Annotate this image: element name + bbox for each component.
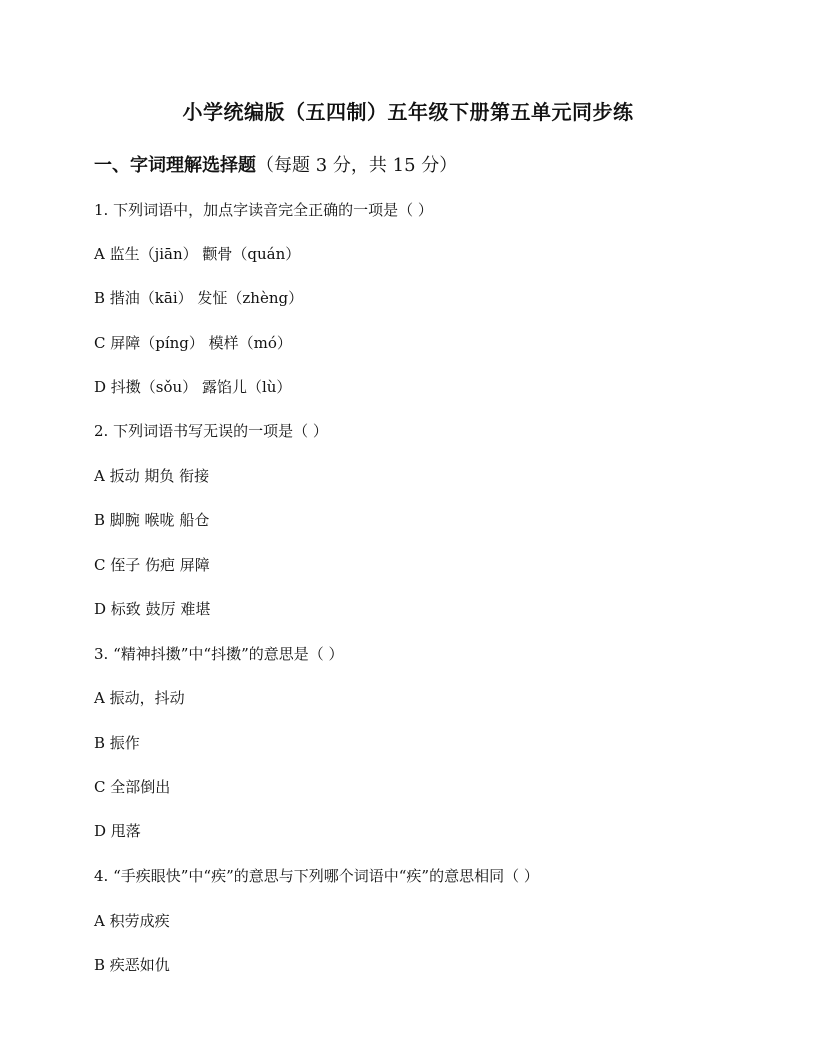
section-scoring-note: （每题 3 分，共 15 分） (256, 155, 458, 176)
question-2-option-b: B 脚腕 喉咙 船仓 (94, 511, 210, 529)
question-3-option-c: C 全部倒出 (94, 778, 171, 796)
document-title: 小学统编版（五四制）五年级下册第五单元同步练 (182, 100, 634, 124)
question-2-stem: 2. 下列词语书写无误的一项是（ ） (94, 422, 328, 440)
question-2-option-d: D 标致 鼓厉 难堪 (94, 600, 211, 618)
question-3-option-a: A 振动，抖动 (94, 689, 185, 707)
question-4-option-a: A 积劳成疾 (94, 912, 170, 930)
question-2-option-c: C 侄子 伤疤 屏障 (94, 556, 210, 574)
question-1-option-c: C 屏障（píng） 模样（mó） (94, 334, 292, 352)
question-1-option-a: A 监生（jiān） 颧骨（quán） (94, 245, 301, 263)
question-1-option-d: D 抖擞（sǒu） 露馅儿（lù） (94, 378, 292, 396)
section-heading (94, 151, 457, 177)
question-4-stem: 4. “手疾眼快”中“疾”的意思与下列哪个词语中“疾”的意思相同（ ） (94, 867, 539, 885)
question-3-option-d: D 甩落 (94, 822, 141, 840)
question-2-option-a: A 扳动 期负 衔接 (94, 467, 210, 485)
question-1-option-b: B 揩油（kāi） 发怔（zhèng） (94, 289, 304, 307)
question-1-stem: 1. 下列词语中，加点字读音完全正确的一项是（ ） (94, 201, 433, 219)
question-3-option-b: B 振作 (94, 734, 140, 752)
question-3-stem: 3. “精神抖擞”中“抖擞”的意思是（ ） (94, 645, 344, 663)
section-heading-text: 一、字词理解选择题 (94, 155, 256, 176)
question-4-option-b: B 疾恶如仇 (94, 956, 170, 974)
